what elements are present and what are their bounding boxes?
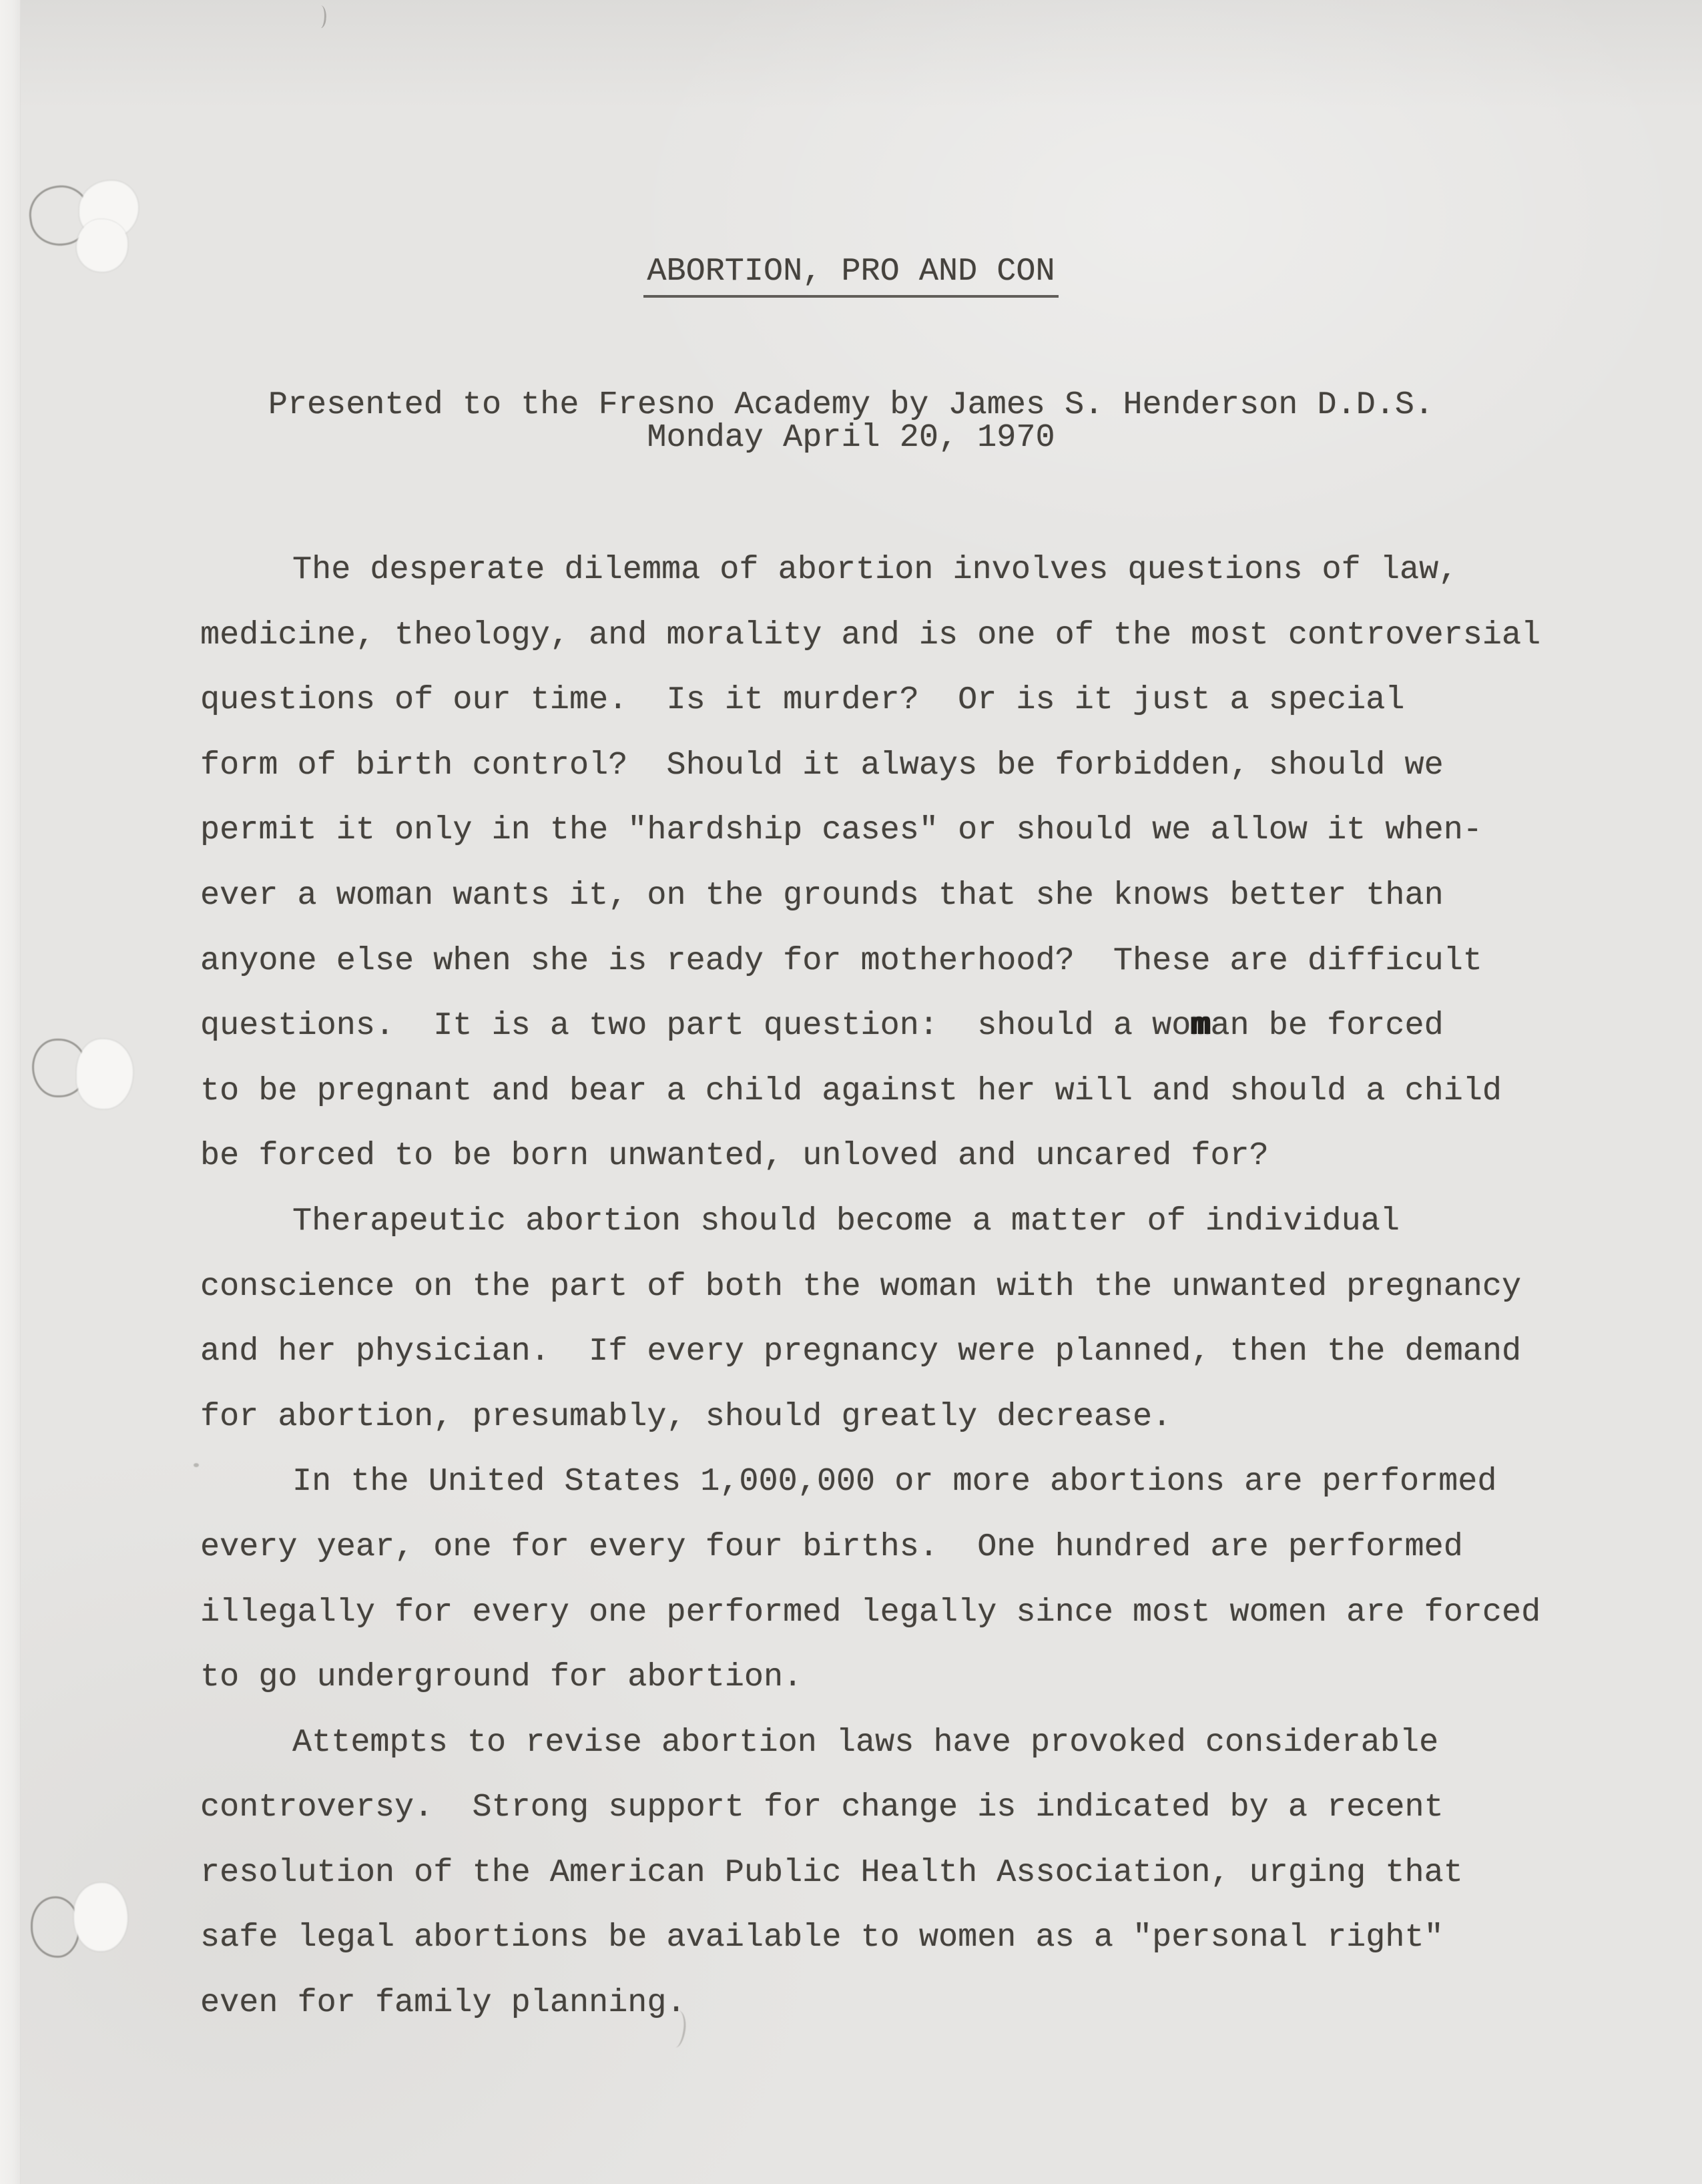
presenter-line: Presented to the Fresno Academy by James S. Henderson D.D.S.	[268, 386, 1434, 423]
document-body	[200, 537, 1602, 2036]
scan-left-edge	[0, 0, 21, 2184]
document-line: Attempts to revise abortion laws have provoked considerable	[292, 1723, 1439, 1761]
document-line: anyone else when she is ready for motherhood? These are difficult	[200, 942, 1482, 979]
presentation-note	[0, 388, 1702, 454]
document-title: ABORTION, PRO AND CON	[643, 252, 1058, 298]
document-line: for abortion, presumably, should greatly decrease.	[200, 1398, 1172, 1435]
hole-punch-tear-bottom	[75, 1884, 127, 1950]
document-line: The desperate dilemma of abortion involves questions of law,	[292, 551, 1458, 588]
stray-pen-mark-top	[314, 5, 327, 29]
document-line: even for family planning.	[200, 1984, 686, 2022]
date-line: Monday April 20, 1970	[647, 419, 1055, 456]
document-line: medicine, theology, and morality and is one of the most controversial	[200, 616, 1541, 653]
document-line: Therapeutic abortion should become a matter of individual	[292, 1202, 1400, 1240]
document-line: form of birth control? Should it always be forbidden, should we	[200, 746, 1444, 784]
document-line: ever a woman wants it, on the grounds that she knows better than	[200, 876, 1444, 914]
document-line: safe legal abortions be available to women as a "personal right"	[200, 1919, 1444, 1956]
document-line: controversy. Strong support for change is indicated by a recent	[200, 1789, 1444, 1826]
document-header	[0, 252, 1702, 298]
document-line: illegally for every one performed legally since most women are forced	[200, 1593, 1541, 1631]
document-line: conscience on the part of both the woman with the unwanted pregnancy	[200, 1268, 1522, 1305]
document-line: to go underground for abortion.	[200, 1659, 803, 1696]
document-line: and her physician. If every pregnancy were planned, then the demand	[200, 1333, 1522, 1370]
document-line: questions. It is a two part question: should a woman be forced	[200, 1007, 1444, 1045]
document-line: be forced to be born unwanted, unloved and uncared for?	[200, 1137, 1269, 1175]
hole-punch-tear-middle	[77, 1040, 132, 1108]
document-line: permit it only in the "hardship cases" or should we allow it when-	[200, 812, 1482, 849]
overstruck-character: m	[1191, 1007, 1211, 1045]
hole-punch-outline-bottom	[31, 1896, 80, 1958]
document-line: resolution of the American Public Health Association, urging that	[200, 1854, 1463, 1891]
document-line: questions of our time. Is it murder? Or is it just a special	[200, 681, 1405, 719]
document-line: In the United States 1,000,000 or more abortions are performed	[292, 1463, 1497, 1500]
stray-ink-dot	[194, 1463, 199, 1467]
document-line: every year, one for every four births. One hundred are performed	[200, 1528, 1463, 1565]
document-line: to be pregnant and bear a child against her will and should a child	[200, 1072, 1502, 1109]
